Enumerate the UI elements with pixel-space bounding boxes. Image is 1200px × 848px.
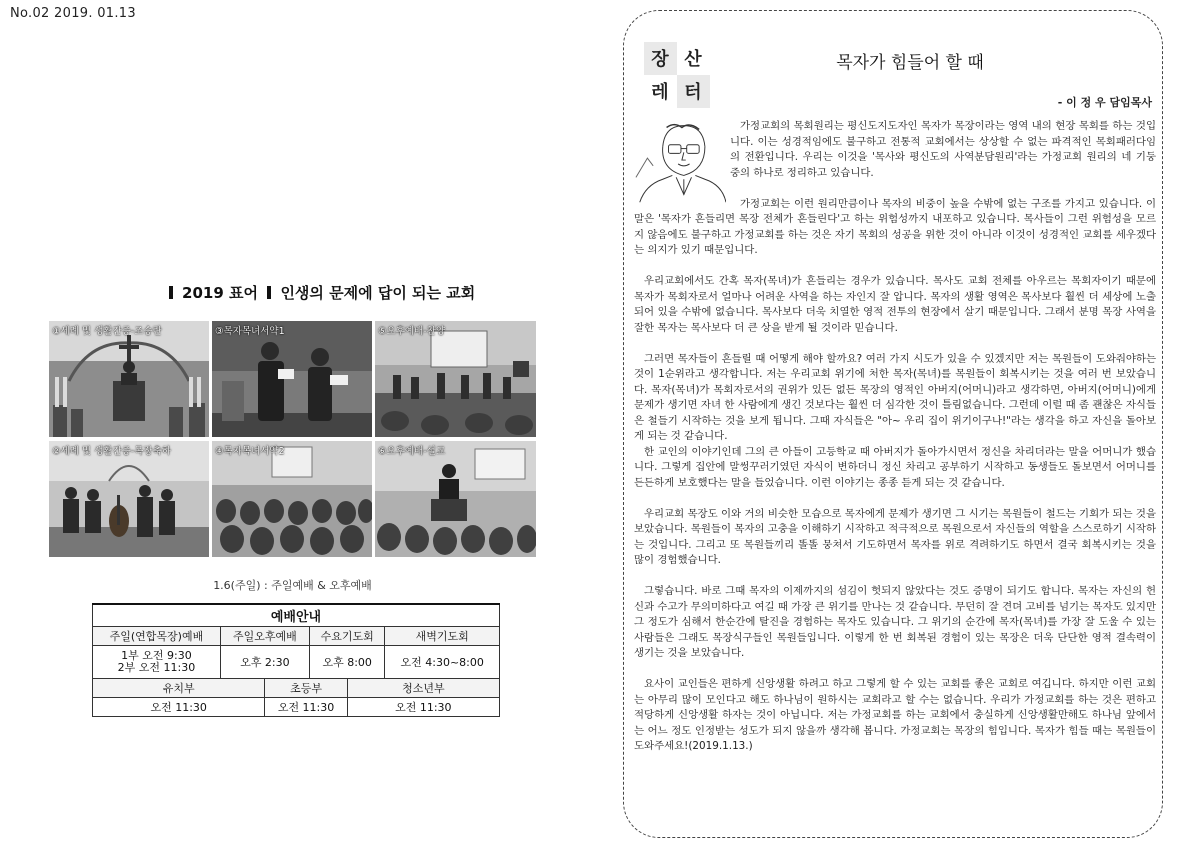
article-paragraph: 가정교회는 이런 원리만큼이나 목자의 비중이 높을 수밖에 없는 구조를 가지고 있습니다. 이 말은 '목자가 흔들리면 목장 전체가 흔들린다'고 하는 위험성까지 내포하고 있습니다. 목사들이 그런 위험성을 모르지 않음에도 불구하고 가정교회를 하는 것은 자기 목회의 성공을 위한 것이 아니라 이것이 성경적인 교회를 세우겠다는 의지가 있기 때문입니다. xyxy=(634,197,1156,256)
header-youth: 청소년부 xyxy=(347,679,499,698)
value-sunday-afternoon: 오후 2:30 xyxy=(220,646,309,679)
value-sunday xyxy=(93,646,221,679)
header-dawn: 새벽기도회 xyxy=(385,627,500,646)
issue-number: No.02 2019. 01.13 xyxy=(10,6,136,21)
photo-afternoon-sermon xyxy=(375,441,536,557)
header-wednesday: 수요기도회 xyxy=(310,627,385,646)
value-wednesday: 오후 8:00 xyxy=(310,646,385,679)
photo-afternoon-sermon-image xyxy=(375,441,536,557)
photo-shepherd-vow-1 xyxy=(212,321,372,437)
value-elementary: 오전 11:30 xyxy=(265,698,347,717)
photo-caption: ①세례 및 생활간증-조승란 xyxy=(52,326,162,337)
motto-banner xyxy=(60,282,580,303)
value-youth: 오전 11:30 xyxy=(347,698,499,717)
schedule-note: 1.6(주일) : 주일예배 & 오후예배 xyxy=(213,579,372,592)
photo-baptism-testimony-image xyxy=(49,321,209,437)
pastor-portrait xyxy=(634,119,730,207)
article-paragraph: 그러면 목자들이 흔들릴 때 어떻게 해야 할까요? 여러 가지 시도가 있을 수 있겠지만 저는 목원들이 도와줘야하는 것이 1순위라고 생각합니다. 저는 우리교회 위기에 처한 목자(목녀)를 목원들이 회복시키는 것을 여러 번 보았습니다. 목자(목녀)가 목회자로서의 권위가 있든 없든 목장의 영적인 아버지(어머니)라고 생각하면, 아버지(어머니)에게 문제가 생기면 자녀 한 사람에게 생긴 것보다는 훨씬 더 심각한 것이 틀림없습니다. 그런데 이럴 때 좀 괜찮은 자식들은 철들기 시작하는 것을 보게 됩니다. 그때 자식들은 "아~ 우리 집이 위기이구나!"라는 생각을 하고 자신을 돌아보게 되는 것 같습니다. xyxy=(634,352,1156,442)
article-paragraph: 한 교인의 이야기인데 그의 큰 아들이 고등학교 때 아버지가 돌아가시면서 정신을 차리더라는 말을 어머니가 했습니다. 그렇게 집안에 말썽꾸러기였던 자식이 변하더니 정신 차리고 공부하기 시작하고 동생들도 돌보면서 어머니를 든든하게 보호했다는 말을 들었습니다. 이런 이야기는 종종 듣게 되는 것 같습니다. xyxy=(634,445,1156,489)
sunday-second-service: 2부 오전 11:30 xyxy=(117,661,196,674)
tag-char: 터 xyxy=(684,82,702,103)
photo-celebration-image xyxy=(49,441,209,557)
article-paragraph: 우리교회에서도 간혹 목자(목녀)가 흔들리는 경우가 있습니다. 목사도 교회 전체를 아우르는 목회자이기 때문에 목자가 목회자로서 얼마나 어려운 사역을 하는 자인지 잘 압니다. 목자의 생활 영역은 목사보다 훨씬 더 세상에 노출되어 있을 수밖에 없습니다. 목사보다 더욱 치열한 영적 전투의 현장에서 살기 때문입니다. 그래서 분명 목장 사역을 잘한 목자는 목사보다 더 큰 상을 받게 될 것이라 믿습니다. xyxy=(634,275,1156,334)
photo-caption: ③목자목녀서약1 xyxy=(215,326,285,337)
header-sunday-afternoon: 주일오후예배 xyxy=(220,627,309,646)
header-kindergarten: 유치부 xyxy=(93,679,265,698)
photo-baptism-testimony xyxy=(49,321,209,437)
photo-caption: ④목자목녀서약2 xyxy=(215,446,285,457)
photo-caption: ⑤오후예배-찬양 xyxy=(378,326,446,337)
pastor-portrait-sketch xyxy=(634,119,726,205)
motto-bar-left xyxy=(169,286,173,299)
article-paragraph: 그렇습니다. 바로 그때 목자의 이제까지의 섬김이 헛되지 않았다는 것도 증명이 되기도 합니다. 목자는 자신의 헌신과 수고가 무의미하다고 여길 때 가장 큰 위기를 만나는 것 같습니다. 무던히 잘 견뎌 고비를 넘기는 목자도 있지만 그 정도가 심해서 한순간에 탈진을 경험하는 목자도 있습니다. 그 위기의 순간에 목자(목녀)를 가장 잘 도울 수 있는 사람들은 그래도 목장식구들인 목원들입니다. 이렇게 한 번 회복된 경험이 있는 목장은 더욱 단단한 영적 결속력이 생기는 것을 보았습니다. xyxy=(634,585,1156,659)
photo-celebration xyxy=(49,441,209,557)
worship-table-title: 예배안내 xyxy=(93,604,500,627)
article-title: 목자가 힘들어 할 때 xyxy=(836,53,984,73)
photo-shepherd-vow-2 xyxy=(212,441,372,557)
article-paragraph: 가정교회의 목회원리는 평신도지도자인 목자가 목장이라는 영역 내의 현장 목회를 하는 것입니다. 이는 성경적임에도 불구하고 전통적 교회에서는 상상할 수 없는 파격적인 목회패러다임의 전환입니다. 우리는 이것을 '목사와 평신도의 사역분담원리'라는 가정교회 원리의 네 기둥 중의 하나로 정리하고 있습니다. xyxy=(730,120,1156,179)
header-elementary: 초등부 xyxy=(265,679,347,698)
photo-caption: ⑥오후예배-설교 xyxy=(378,446,446,457)
tag-char: 장 xyxy=(651,49,669,70)
article-paragraph: 요사이 교인들은 편하게 신앙생활 하려고 하고 그렇게 할 수 있는 교회를 좋은 교회로 여깁니다. 하지만 이런 교회는 아무리 많이 모인다고 해도 하나님이 원하시는 교회라고 할 수는 없습니다. 우리가 가정교회를 하는 것은 편하고 적당하게 신앙생활 하자는 것이 아닙니다. 저는 가정교회를 하는 교회에서 충실하게 신앙생활만해도 하나님 앞에서는 어느 정도 인정받는 성도가 되지 않을까 생각해 봅니다. 가정교회는 목장의 힘입니다. 목자가 힘들 때는 목원들이 도와주세요!(2019.1.13.) xyxy=(634,678,1156,752)
article-body xyxy=(634,119,1156,770)
photo-shepherd-vow-2-image xyxy=(212,441,372,557)
motto-year: 2019 표어 xyxy=(182,284,258,302)
photo-afternoon-praise-image xyxy=(375,321,536,437)
value-kindergarten: 오전 11:30 xyxy=(93,698,265,717)
photo-grid xyxy=(49,321,536,559)
photo-afternoon-praise xyxy=(375,321,536,437)
article-paragraph: 우리교회 목장도 이와 거의 비슷한 모습으로 목자에게 문제가 생기면 그 시기는 목원들이 철드는 기회가 되는 것을 보았습니다. 목원들이 목자의 고충을 이해하기 시작하고 적극적으로 목원으로서 자신들의 역할을 스스로하기 시작하는 것입니다. 그리고 또 목원들끼리 똘똘 뭉쳐서 기도하면서 목자를 위로 격려하기도 하면서 결국 회복시키는 것을 많이 경험했습니다. xyxy=(634,507,1156,566)
article-author: - 이 정 우 담임목사 xyxy=(1057,96,1152,109)
column-tag xyxy=(646,44,712,110)
sunday-first-service: 1부 오전 9:30 xyxy=(121,649,192,662)
tag-char: 레 xyxy=(651,82,669,103)
tag-char: 산 xyxy=(684,49,702,70)
photo-shepherd-vow-1-image xyxy=(212,321,372,437)
value-dawn: 오전 4:30~8:00 xyxy=(385,646,500,679)
header-sunday: 주일(연합목장)예배 xyxy=(93,627,221,646)
worship-schedule-table xyxy=(92,603,500,717)
motto-text: 인생의 문제에 답이 되는 교회 xyxy=(280,284,476,302)
motto-bar-right xyxy=(267,286,271,299)
photo-caption: ②세례 및 생활간증-목장축하 xyxy=(52,446,171,457)
